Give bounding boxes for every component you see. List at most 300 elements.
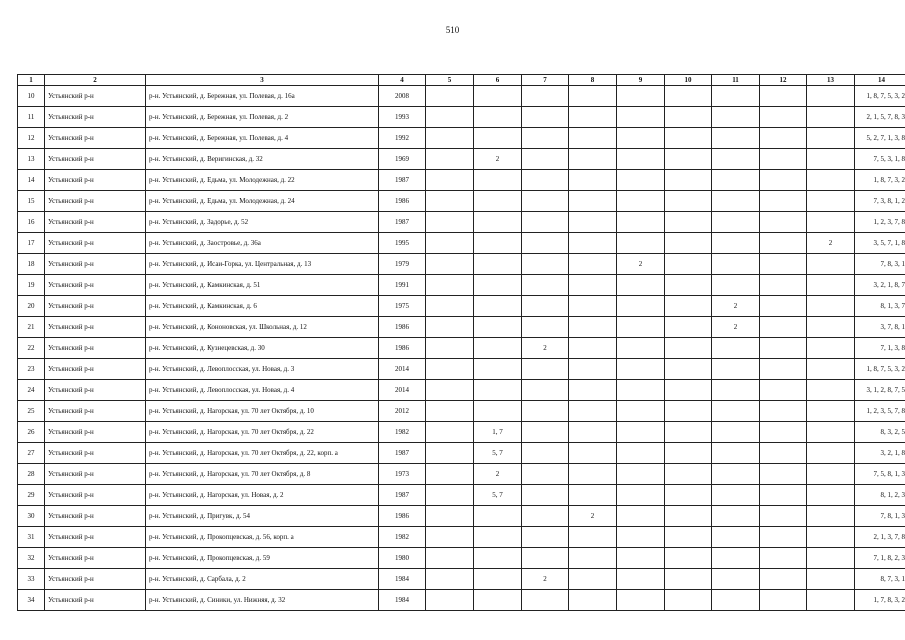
column-7-cell	[522, 275, 569, 296]
column-13-cell	[807, 254, 855, 275]
table-row	[18, 275, 905, 296]
column-7-cell	[522, 212, 569, 233]
year-cell: 1991	[379, 275, 426, 296]
column-5-cell	[426, 191, 474, 212]
column-11-cell	[712, 422, 760, 443]
row-number: 23	[18, 359, 45, 380]
column-8-cell	[569, 401, 617, 422]
column-11-cell	[712, 191, 760, 212]
column-5-cell	[426, 590, 474, 611]
column-10-cell	[665, 464, 712, 485]
column-8-cell	[569, 170, 617, 191]
district-cell: Устьянский р-н	[45, 191, 146, 212]
table-row	[18, 401, 905, 422]
column-6-cell	[474, 254, 522, 275]
column-6-cell	[474, 548, 522, 569]
column-6-cell	[474, 296, 522, 317]
column-10-cell	[665, 338, 712, 359]
column-5-cell	[426, 233, 474, 254]
codes-cell: 7, 5, 8, 1, 3	[855, 464, 905, 485]
table-body	[18, 86, 905, 611]
column-13-cell	[807, 170, 855, 191]
district-cell: Устьянский р-н	[45, 506, 146, 527]
column-13-cell	[807, 338, 855, 359]
column-12-cell	[760, 233, 807, 254]
column-13-cell	[807, 149, 855, 170]
registry-table	[17, 74, 905, 611]
column-8-cell	[569, 191, 617, 212]
column-6-cell	[474, 233, 522, 254]
column-13-cell: 2	[807, 233, 855, 254]
column-11-cell	[712, 485, 760, 506]
header-row	[18, 75, 905, 86]
column-header-8: 8	[569, 75, 617, 86]
row-number: 13	[18, 149, 45, 170]
column-10-cell	[665, 233, 712, 254]
row-number: 27	[18, 443, 45, 464]
column-10-cell	[665, 296, 712, 317]
address-cell: р-н. Устьянский, д. Бережная, ул. Полевая, д. 16а	[146, 86, 379, 107]
address-cell: р-н. Устьянский, д. Исаи-Горка, ул. Центральная, д. 13	[146, 254, 379, 275]
address-cell: р-н. Устьянский, д. Камкинская, д. 6	[146, 296, 379, 317]
address-cell: р-н. Устьянский, д. Левоплосская, ул. Новая, д. 3	[146, 359, 379, 380]
year-cell: 1984	[379, 569, 426, 590]
district-cell: Устьянский р-н	[45, 380, 146, 401]
table-row	[18, 254, 905, 275]
column-7-cell	[522, 527, 569, 548]
column-header-4: 4	[379, 75, 426, 86]
column-12-cell	[760, 422, 807, 443]
row-number: 22	[18, 338, 45, 359]
table-row	[18, 170, 905, 191]
column-10-cell	[665, 590, 712, 611]
table-row	[18, 107, 905, 128]
column-10-cell	[665, 212, 712, 233]
column-9-cell	[617, 86, 665, 107]
column-10-cell	[665, 317, 712, 338]
address-cell: р-н. Устьянский, д. Нагорская, ул. Новая, д. 2	[146, 485, 379, 506]
address-cell: р-н. Устьянский, д. Левоплосская, ул. Новая, д. 4	[146, 380, 379, 401]
column-9-cell	[617, 506, 665, 527]
codes-cell: 1, 2, 3, 5, 7, 8	[855, 401, 905, 422]
table-row	[18, 485, 905, 506]
column-8-cell	[569, 590, 617, 611]
column-11-cell	[712, 128, 760, 149]
column-12-cell	[760, 107, 807, 128]
row-number: 21	[18, 317, 45, 338]
table-row	[18, 338, 905, 359]
codes-cell: 3, 1, 2, 8, 7, 5	[855, 380, 905, 401]
column-8-cell	[569, 107, 617, 128]
column-6-cell	[474, 590, 522, 611]
column-6-cell: 5, 7	[474, 443, 522, 464]
column-13-cell	[807, 380, 855, 401]
year-cell: 1986	[379, 338, 426, 359]
table-row	[18, 149, 905, 170]
year-cell: 1993	[379, 107, 426, 128]
row-number: 25	[18, 401, 45, 422]
column-8-cell	[569, 338, 617, 359]
column-7-cell	[522, 107, 569, 128]
district-cell: Устьянский р-н	[45, 590, 146, 611]
column-6-cell	[474, 86, 522, 107]
column-13-cell	[807, 506, 855, 527]
column-9-cell	[617, 527, 665, 548]
column-5-cell	[426, 464, 474, 485]
column-8-cell	[569, 359, 617, 380]
column-9-cell	[617, 443, 665, 464]
column-13-cell	[807, 485, 855, 506]
column-10-cell	[665, 380, 712, 401]
column-8-cell	[569, 464, 617, 485]
table-row	[18, 590, 905, 611]
column-11-cell: 2	[712, 317, 760, 338]
district-cell: Устьянский р-н	[45, 317, 146, 338]
row-number: 11	[18, 107, 45, 128]
column-header-2: 2	[45, 75, 146, 86]
column-12-cell	[760, 128, 807, 149]
column-8-cell	[569, 548, 617, 569]
codes-cell: 7, 1, 3, 8	[855, 338, 905, 359]
column-5-cell	[426, 506, 474, 527]
codes-cell: 1, 2, 3, 7, 8	[855, 212, 905, 233]
year-cell: 1979	[379, 254, 426, 275]
row-number: 16	[18, 212, 45, 233]
address-cell: р-н. Устьянский, д. Едьма, ул. Молодежная, д. 24	[146, 191, 379, 212]
column-13-cell	[807, 464, 855, 485]
year-cell: 1992	[379, 128, 426, 149]
column-8-cell	[569, 443, 617, 464]
district-cell: Устьянский р-н	[45, 128, 146, 149]
table-row	[18, 233, 905, 254]
column-10-cell	[665, 569, 712, 590]
district-cell: Устьянский р-н	[45, 86, 146, 107]
column-header-14: 14	[855, 75, 905, 86]
column-5-cell	[426, 254, 474, 275]
column-12-cell	[760, 212, 807, 233]
column-9-cell	[617, 548, 665, 569]
row-number: 33	[18, 569, 45, 590]
column-9-cell	[617, 359, 665, 380]
year-cell: 1980	[379, 548, 426, 569]
address-cell: р-н. Устьянский, д. Бережная, ул. Полевая, д. 4	[146, 128, 379, 149]
district-cell: Устьянский р-н	[45, 569, 146, 590]
page-number: 510	[445, 25, 460, 35]
column-7-cell	[522, 548, 569, 569]
address-cell: р-н. Устьянский, д. Нагорская, ул. 70 лет Октября, д. 8	[146, 464, 379, 485]
column-9-cell	[617, 128, 665, 149]
column-10-cell	[665, 86, 712, 107]
column-9-cell	[617, 107, 665, 128]
district-cell: Устьянский р-н	[45, 149, 146, 170]
table-row	[18, 212, 905, 233]
column-5-cell	[426, 569, 474, 590]
table-row	[18, 359, 905, 380]
column-8-cell	[569, 296, 617, 317]
column-header-6: 6	[474, 75, 522, 86]
column-8-cell	[569, 254, 617, 275]
row-number: 24	[18, 380, 45, 401]
table-row	[18, 506, 905, 527]
row-number: 31	[18, 527, 45, 548]
column-header-10: 10	[665, 75, 712, 86]
table-row	[18, 128, 905, 149]
column-10-cell	[665, 401, 712, 422]
codes-cell: 3, 7, 8, 1	[855, 317, 905, 338]
column-7-cell	[522, 233, 569, 254]
column-header-3: 3	[146, 75, 379, 86]
column-10-cell	[665, 191, 712, 212]
table-row	[18, 296, 905, 317]
column-13-cell	[807, 275, 855, 296]
district-cell: Устьянский р-н	[45, 107, 146, 128]
column-6-cell: 1, 7	[474, 422, 522, 443]
column-11-cell	[712, 338, 760, 359]
table-row	[18, 464, 905, 485]
column-9-cell	[617, 317, 665, 338]
column-13-cell	[807, 212, 855, 233]
row-number: 34	[18, 590, 45, 611]
column-5-cell	[426, 275, 474, 296]
column-13-cell	[807, 86, 855, 107]
table-row	[18, 548, 905, 569]
column-7-cell	[522, 590, 569, 611]
column-9-cell	[617, 401, 665, 422]
column-10-cell	[665, 527, 712, 548]
year-cell: 1987	[379, 485, 426, 506]
address-cell: р-н. Устьянский, д. Камкинская, д. 51	[146, 275, 379, 296]
column-8-cell	[569, 569, 617, 590]
row-number: 18	[18, 254, 45, 275]
table-row	[18, 527, 905, 548]
column-9-cell	[617, 380, 665, 401]
column-12-cell	[760, 275, 807, 296]
column-9-cell	[617, 170, 665, 191]
district-cell: Устьянский р-н	[45, 485, 146, 506]
district-cell: Устьянский р-н	[45, 548, 146, 569]
column-7-cell	[522, 359, 569, 380]
column-12-cell	[760, 380, 807, 401]
column-11-cell	[712, 254, 760, 275]
codes-cell: 7, 8, 1, 3	[855, 506, 905, 527]
column-8-cell	[569, 86, 617, 107]
column-6-cell	[474, 128, 522, 149]
column-5-cell	[426, 212, 474, 233]
table-row	[18, 443, 905, 464]
column-9-cell	[617, 569, 665, 590]
column-11-cell	[712, 233, 760, 254]
column-12-cell	[760, 506, 807, 527]
column-11-cell	[712, 149, 760, 170]
column-8-cell	[569, 422, 617, 443]
district-cell: Устьянский р-н	[45, 401, 146, 422]
year-cell: 1987	[379, 212, 426, 233]
column-5-cell	[426, 380, 474, 401]
column-7-cell	[522, 380, 569, 401]
table-row	[18, 86, 905, 107]
row-number: 19	[18, 275, 45, 296]
column-12-cell	[760, 191, 807, 212]
row-number: 17	[18, 233, 45, 254]
column-10-cell	[665, 422, 712, 443]
address-cell: р-н. Устьянский, д. Прокопцевская, д. 56, корп. а	[146, 527, 379, 548]
year-cell: 1975	[379, 296, 426, 317]
district-cell: Устьянский р-н	[45, 464, 146, 485]
year-cell: 2008	[379, 86, 426, 107]
column-7-cell	[522, 254, 569, 275]
district-cell: Устьянский р-н	[45, 443, 146, 464]
column-12-cell	[760, 254, 807, 275]
column-8-cell	[569, 233, 617, 254]
column-6-cell: 2	[474, 149, 522, 170]
column-12-cell	[760, 569, 807, 590]
year-cell: 2012	[379, 401, 426, 422]
column-6-cell: 2	[474, 464, 522, 485]
address-cell: р-н. Устьянский, д. Пригувк, д. 54	[146, 506, 379, 527]
row-number: 15	[18, 191, 45, 212]
column-header-7: 7	[522, 75, 569, 86]
column-6-cell	[474, 401, 522, 422]
column-6-cell	[474, 359, 522, 380]
year-cell: 1984	[379, 590, 426, 611]
column-7-cell	[522, 128, 569, 149]
column-11-cell	[712, 401, 760, 422]
column-9-cell	[617, 296, 665, 317]
codes-cell: 7, 1, 8, 2, 3	[855, 548, 905, 569]
column-7-cell	[522, 170, 569, 191]
table-row	[18, 191, 905, 212]
codes-cell: 8, 7, 3, 1	[855, 569, 905, 590]
column-7-cell	[522, 443, 569, 464]
codes-cell: 7, 3, 8, 1, 2	[855, 191, 905, 212]
column-9-cell	[617, 233, 665, 254]
column-10-cell	[665, 170, 712, 191]
address-cell: р-н. Устьянский, д. Едьма, ул. Молодежная, д. 22	[146, 170, 379, 191]
column-header-12: 12	[760, 75, 807, 86]
address-cell: р-н. Устьянский, д. Сарбала, д. 2	[146, 569, 379, 590]
column-13-cell	[807, 443, 855, 464]
column-7-cell	[522, 464, 569, 485]
district-cell: Устьянский р-н	[45, 212, 146, 233]
column-5-cell	[426, 128, 474, 149]
column-5-cell	[426, 485, 474, 506]
year-cell: 1995	[379, 233, 426, 254]
column-6-cell	[474, 380, 522, 401]
column-5-cell	[426, 359, 474, 380]
column-5-cell	[426, 527, 474, 548]
column-13-cell	[807, 296, 855, 317]
column-7-cell	[522, 191, 569, 212]
table-row	[18, 422, 905, 443]
column-11-cell	[712, 569, 760, 590]
column-11-cell	[712, 86, 760, 107]
address-cell: р-н. Устьянский, д. Нагорская, ул. 70 лет Октября, д. 10	[146, 401, 379, 422]
row-number: 30	[18, 506, 45, 527]
row-number: 20	[18, 296, 45, 317]
column-12-cell	[760, 590, 807, 611]
column-10-cell	[665, 149, 712, 170]
codes-cell: 2, 1, 5, 7, 8, 3	[855, 107, 905, 128]
column-11-cell	[712, 380, 760, 401]
address-cell: р-н. Устьянский, д. Задорье, д. 52	[146, 212, 379, 233]
address-cell: р-н. Устьянский, д. Кузнецевская, д. 30	[146, 338, 379, 359]
column-5-cell	[426, 401, 474, 422]
column-header-5: 5	[426, 75, 474, 86]
column-6-cell	[474, 170, 522, 191]
row-number: 29	[18, 485, 45, 506]
column-6-cell	[474, 212, 522, 233]
column-6-cell	[474, 317, 522, 338]
column-9-cell	[617, 338, 665, 359]
column-9-cell	[617, 464, 665, 485]
column-12-cell	[760, 338, 807, 359]
district-cell: Устьянский р-н	[45, 527, 146, 548]
column-12-cell	[760, 296, 807, 317]
codes-cell: 3, 5, 7, 1, 8	[855, 233, 905, 254]
row-number: 26	[18, 422, 45, 443]
codes-cell: 8, 1, 3, 7	[855, 296, 905, 317]
address-cell: р-н. Устьянский, д. Бережная, ул. Полевая, д. 2	[146, 107, 379, 128]
column-11-cell	[712, 170, 760, 191]
codes-cell: 7, 5, 3, 1, 8	[855, 149, 905, 170]
codes-cell: 3, 2, 1, 8	[855, 443, 905, 464]
column-7-cell	[522, 485, 569, 506]
codes-cell: 5, 2, 7, 1, 3, 8	[855, 128, 905, 149]
column-11-cell	[712, 527, 760, 548]
column-6-cell	[474, 191, 522, 212]
year-cell: 1986	[379, 506, 426, 527]
column-10-cell	[665, 485, 712, 506]
address-cell: р-н. Устьянский, д. Прокопцевская, д. 59	[146, 548, 379, 569]
column-5-cell	[426, 170, 474, 191]
column-6-cell	[474, 275, 522, 296]
column-12-cell	[760, 527, 807, 548]
column-6-cell	[474, 569, 522, 590]
year-cell: 1982	[379, 527, 426, 548]
column-5-cell	[426, 317, 474, 338]
column-8-cell	[569, 527, 617, 548]
district-cell: Устьянский р-н	[45, 422, 146, 443]
column-7-cell	[522, 401, 569, 422]
column-11-cell	[712, 212, 760, 233]
column-13-cell	[807, 107, 855, 128]
column-11-cell	[712, 443, 760, 464]
codes-cell: 1, 7, 8, 3, 2	[855, 590, 905, 611]
year-cell: 1982	[379, 422, 426, 443]
codes-cell: 1, 8, 7, 5, 3, 2	[855, 359, 905, 380]
column-12-cell	[760, 86, 807, 107]
column-12-cell	[760, 443, 807, 464]
column-10-cell	[665, 107, 712, 128]
table-row	[18, 317, 905, 338]
column-6-cell: 5, 7	[474, 485, 522, 506]
column-10-cell	[665, 443, 712, 464]
column-8-cell	[569, 485, 617, 506]
row-number: 28	[18, 464, 45, 485]
column-10-cell	[665, 506, 712, 527]
column-13-cell	[807, 191, 855, 212]
column-9-cell	[617, 191, 665, 212]
column-8-cell	[569, 149, 617, 170]
codes-cell: 3, 2, 1, 8, 7	[855, 275, 905, 296]
column-12-cell	[760, 464, 807, 485]
column-8-cell	[569, 380, 617, 401]
column-11-cell	[712, 107, 760, 128]
column-12-cell	[760, 485, 807, 506]
column-9-cell: 2	[617, 254, 665, 275]
row-number: 12	[18, 128, 45, 149]
row-number: 32	[18, 548, 45, 569]
